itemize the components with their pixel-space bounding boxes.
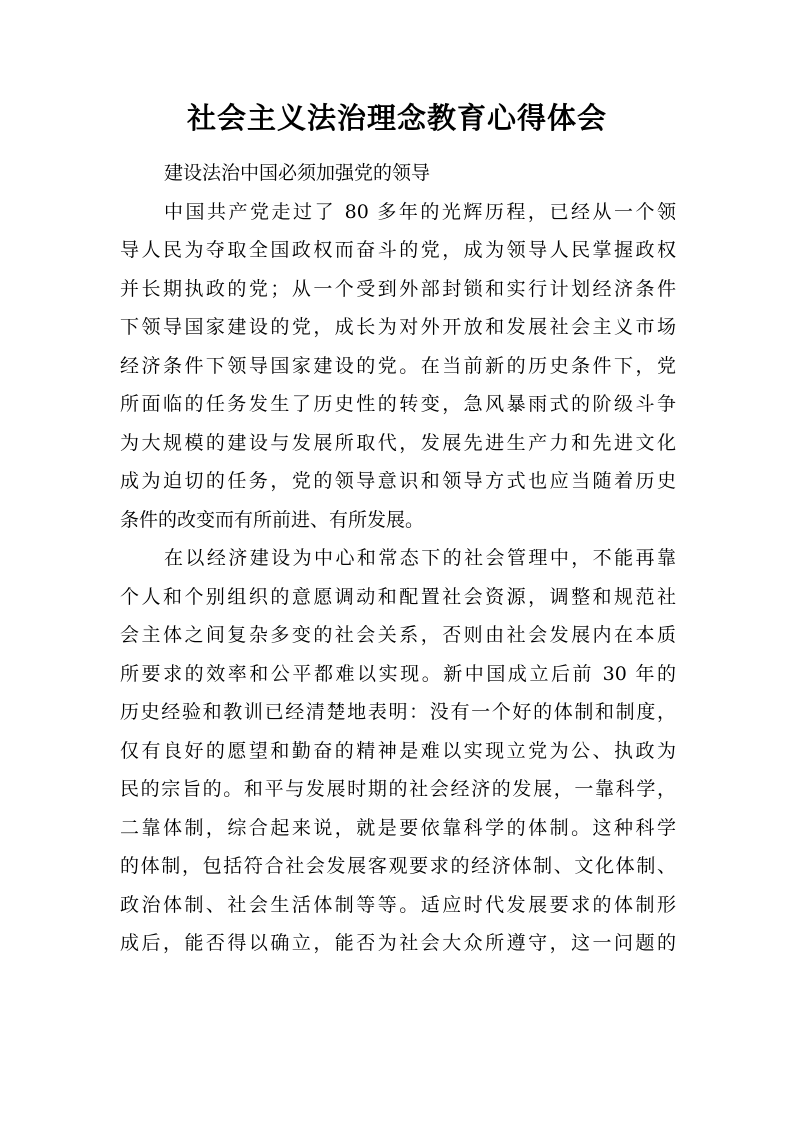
- body-line: 条件的改变而有所前进、有所发展。: [120, 508, 425, 531]
- body-line: 下领导国家建设的党，成长为对外开放和发展社会主义市场: [120, 316, 676, 338]
- body-line: 并长期执政的党；从一个受到外部封锁和实行计划经济条件: [120, 277, 676, 300]
- body-line: 经济条件下领导国家建设的党。在当前新的历史条件下，党: [120, 354, 676, 377]
- body-line: 的体制，包括符合社会发展客观要求的经济体制、文化体制、: [120, 855, 676, 877]
- body-line: 会主体之间复杂多变的社会关系，否则由社会发展内在本质: [120, 624, 676, 646]
- body-line: 在以经济建设为中心和常态下的社会管理中，不能再靠: [164, 547, 676, 569]
- body-line: 建设法治中国必须加强党的领导: [164, 162, 431, 184]
- body-line: 民的宗旨的。和平与发展时期的社会经济的发展，一靠科学，: [120, 778, 676, 800]
- body-line: 二靠体制，综合起来说，就是要依靠科学的体制。这种科学: [120, 816, 676, 839]
- body-line: 导人民为夺取全国政权而奋斗的党，成为领导人民掌握政权: [120, 239, 676, 261]
- body-line: 成为迫切的任务，党的领导意识和领导方式也应当随着历史: [120, 470, 676, 492]
- body-line: 所面临的任务发生了历史性的转变，急风暴雨式的阶级斗争: [120, 393, 676, 415]
- body-line: 仅有良好的愿望和勤奋的精神是难以实现立党为公、执政为: [120, 739, 676, 762]
- body-line: 政治体制、社会生活体制等等。适应时代发展要求的体制形: [120, 893, 676, 916]
- body-line: 个人和个别组织的意愿调动和配置社会资源，调整和规范社: [120, 585, 676, 608]
- document-body: [120, 154, 676, 963]
- document-title: 社会主义法治理念教育心得体会: [186, 101, 607, 135]
- body-line: 成后，能否得以确立，能否为社会大众所遵守，这一问题的: [120, 932, 676, 954]
- body-line: 历史经验和教训已经清楚地表明：没有一个好的体制和制度，: [120, 701, 676, 723]
- body-line: 为大规模的建设与发展所取代，发展先进生产力和先进文化: [120, 431, 676, 454]
- body-line: 中国共产党走过了 80 多年的光辉历程，已经从一个领: [164, 200, 676, 223]
- body-line: 所要求的效率和公平都难以实现。新中国成立后前 30 年的: [120, 662, 676, 685]
